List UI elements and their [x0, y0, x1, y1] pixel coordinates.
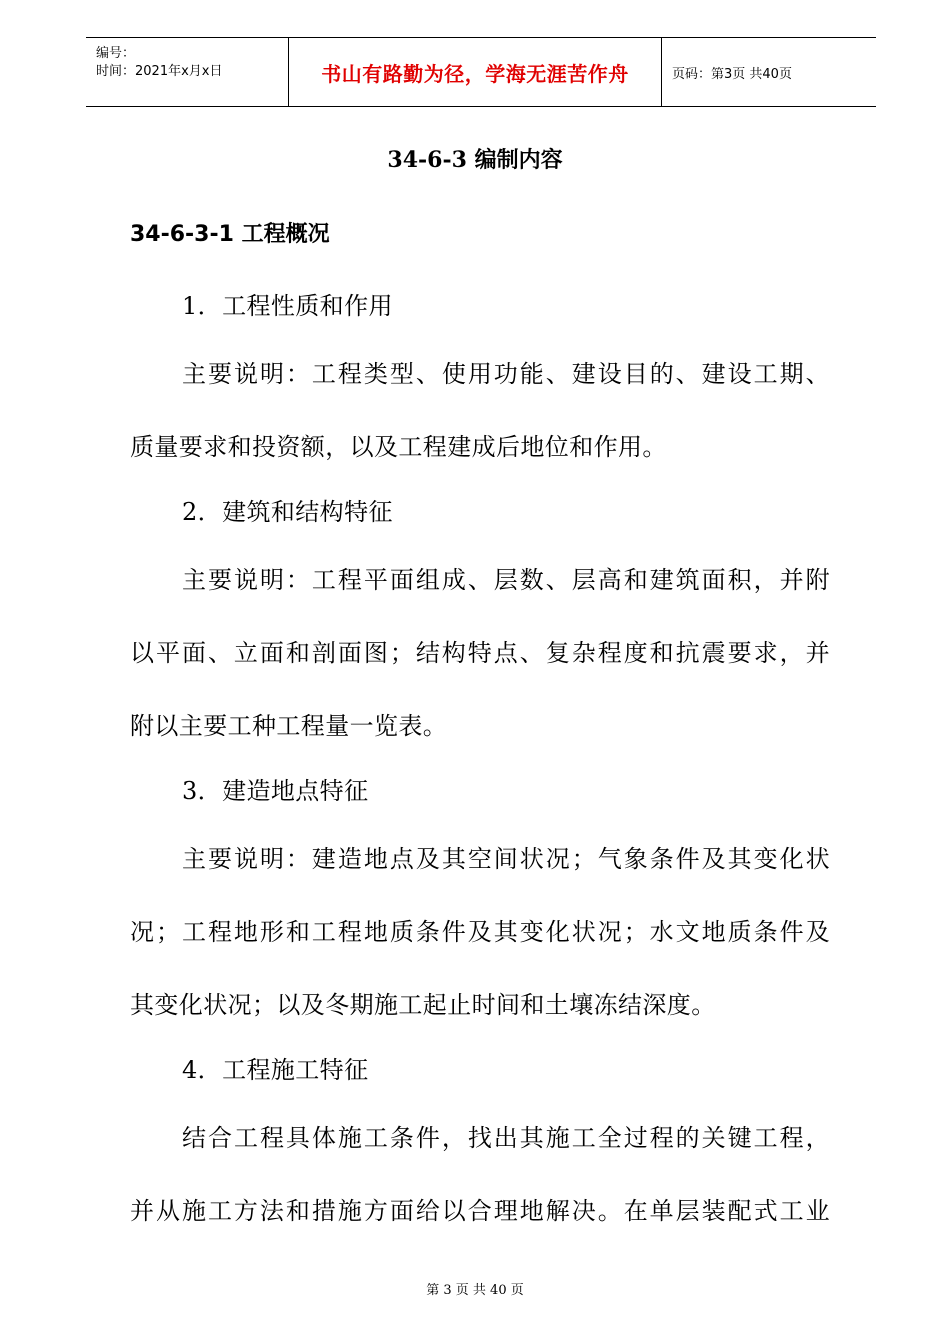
page-info-text: 页码：第3页 共40页	[672, 66, 792, 82]
time-label: 时间：2021年x月x日	[96, 64, 223, 79]
paragraph-line: 以平面、立面和剖面图；结构特点、复杂程度和抗震要求，并	[130, 639, 830, 667]
header-page-info	[662, 38, 876, 106]
page-header	[86, 37, 876, 107]
section-title: 34-6-3-1 工程概况	[130, 222, 330, 247]
page-footer: 第 3 页 共 40 页	[426, 1283, 524, 1298]
header-meta	[86, 38, 288, 106]
document-title: 34-6-3 编制内容	[387, 147, 563, 173]
paragraph-line: 主要说明：工程平面组成、层数、层高和建筑面积，并附	[182, 566, 830, 594]
paragraph-line: 况；工程地形和工程地质条件及其变化状况；水文地质条件及	[130, 918, 830, 946]
paragraph-line: 质量要求和投资额，以及工程建成后地位和作用。	[130, 433, 667, 461]
subheading-3: 3．建造地点特征	[182, 777, 369, 805]
header-motto-cell	[288, 38, 662, 106]
subheading-4: 4．工程施工特征	[182, 1056, 369, 1084]
subheading-1: 1．工程性质和作用	[182, 292, 393, 320]
motto-text: 书山有路勤为径，学海无涯苦作舟	[321, 61, 629, 86]
number-label: 编号：	[96, 46, 136, 61]
paragraph-line: 主要说明：工程类型、使用功能、建设目的、建设工期、	[182, 360, 830, 388]
paragraph-line: 主要说明：建造地点及其空间状况；气象条件及其变化状	[182, 845, 830, 873]
paragraph-line: 附以主要工种工程量一览表。	[130, 712, 448, 740]
paragraph-line: 结合工程具体施工条件，找出其施工全过程的关键工程，	[182, 1124, 830, 1152]
paragraph-line: 并从施工方法和措施方面给以合理地解决。在单层装配式工业	[130, 1197, 830, 1225]
subheading-2: 2．建筑和结构特征	[182, 498, 393, 526]
paragraph-line: 其变化状况；以及冬期施工起止时间和土壤冻结深度。	[130, 991, 716, 1019]
